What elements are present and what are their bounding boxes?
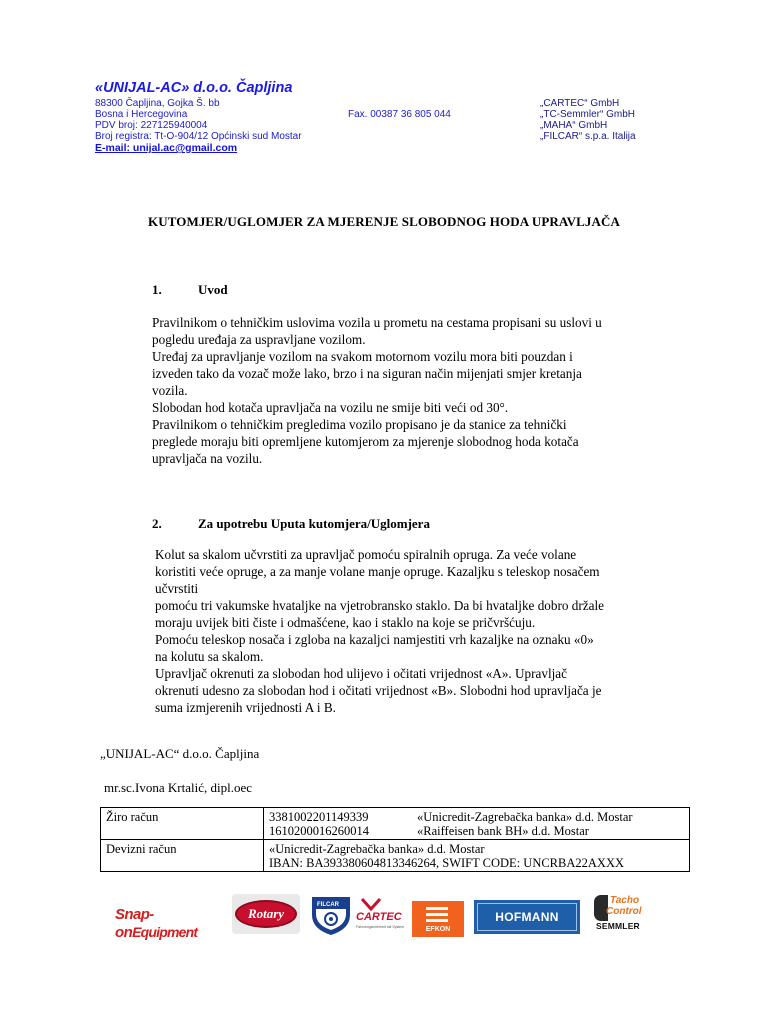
paragraph-line: moraju uvijek biti čiste i odmašćene, kao i staklo na koje se pričvršćuju. xyxy=(155,615,536,630)
paragraph-line: Uređaj za upravljanje vozilom na svakom motornom vozilu mora biti pouzdan i xyxy=(152,349,573,364)
logo-text: Rotary xyxy=(247,906,285,921)
paragraph-line: Upravljač okrenuti za slobodan hod ulijevo i očitati vrijednost «A». Upravljač xyxy=(155,666,567,681)
table-cell-value xyxy=(264,840,690,872)
paragraph-line: Pravilnikom o tehničkim pregledima vozilo propisano je da stanice za tehnički xyxy=(152,417,567,432)
bank-name: «Unicredit-Zagrebačka banka» d.d. Mostar xyxy=(417,810,633,824)
paragraph-line: izveden tako da vozač može lako, brzo i na siguran način mijenjati smjer kretanja xyxy=(152,366,582,381)
rotary-logo xyxy=(232,894,300,934)
address-line: Bosna i Hercegovina xyxy=(95,109,188,120)
logo-text: Control xyxy=(606,906,642,917)
filcar-emblem-icon xyxy=(308,893,354,937)
paragraph-line: suma izmjerenih vrijednosti A i B. xyxy=(155,700,336,715)
logo-text: Snap-on xyxy=(115,906,154,941)
address-line: 88300 Čapljina, Gojka Š. bb xyxy=(95,98,220,109)
company-name: «UNIJAL-AC» d.o.o. Čapljina xyxy=(95,80,293,96)
table-row xyxy=(101,840,690,872)
section-title: Uvod xyxy=(198,282,228,297)
paragraph-line: upravljača na vozilu. xyxy=(152,451,263,466)
logo-tagline: Fahrzeugsicherheit mit System xyxy=(356,925,405,929)
cartec-logo xyxy=(356,897,406,937)
logo-text: Equipment xyxy=(132,924,198,940)
snap-on-equipment-logo xyxy=(115,906,227,941)
cartec-mark-icon xyxy=(360,897,382,911)
bank-line: IBAN: BA393380604813346264, SWIFT CODE: UNCRBA22AXXX xyxy=(269,856,624,870)
paragraph-line: pogledu uređaja za uspravljane vozilom. xyxy=(152,332,366,347)
signature-person: mr.sc.Ivona Krtalić, dipl.oec xyxy=(104,780,253,795)
logo-text: EFKON xyxy=(425,926,451,933)
paragraph-line: okrenuti udesno za slobodan hod i očitati vrijednost «B». Slobodni hod upravljača je xyxy=(155,683,602,698)
paragraph-line: preglede moraju biti opremljene kutomjerom za mjerenje slobodnog hoda kotača xyxy=(152,434,579,449)
section-body xyxy=(152,314,602,467)
hofmann-logo xyxy=(474,900,580,934)
paragraph-line: Pravilnikom o tehničkim uslovima vozila u prometu na cestama propisani su uslovi u xyxy=(152,315,602,330)
partner-item: „MAHA“ GmbH xyxy=(540,120,608,131)
partner-item: „CARTEC“ GmbH xyxy=(540,98,620,109)
paragraph-line: vozila. xyxy=(152,383,188,398)
bank-line: «Unicredit-Zagrebačka banka» d.d. Mostar xyxy=(269,842,485,856)
section-number: 2. xyxy=(152,516,162,531)
logo-text: FILCAR xyxy=(317,902,339,908)
paragraph-line: Pomoću teleskop nosača i zgloba na kazaljci namjestiti vrh kazaljke na oznaku «0» xyxy=(155,632,594,647)
logo-text: CARTEC xyxy=(356,911,402,923)
efkon-logo xyxy=(412,901,464,937)
logo-text: HOFMANN xyxy=(495,910,559,924)
table-row xyxy=(101,808,690,840)
partner-list xyxy=(540,98,636,142)
partner-item: „FILCAR“ s.p.a. Italija xyxy=(540,131,636,142)
paragraph-line: Slobodan hod kotača upravljača na vozilu ne smije biti veći od 30°. xyxy=(152,400,509,415)
bank-name: «Raiffeisen bank BH» d.d. Mostar xyxy=(417,824,589,838)
signature-company: „UNIJAL-AC“ d.o.o. Čapljina xyxy=(100,746,260,761)
paragraph-line: koristiti veće opruge, a za manje volane manje opruge. Kazaljku s teleskop nosačem xyxy=(155,564,600,579)
table-cell-label: Devizni račun xyxy=(101,840,264,872)
paragraph-line: učvrstiti xyxy=(155,581,199,596)
logo-text: SEMMLER xyxy=(596,921,640,931)
paragraph-line: na kolutu sa skalom. xyxy=(155,649,264,664)
account-number: 3381002201149339 xyxy=(269,810,369,824)
paragraph-line: Kolut sa skalom učvrstiti za upravljač pomoću spiralnih opruga. Za veće volane xyxy=(155,547,577,562)
email-link[interactable]: E-mail: unijal.ac@gmail.com xyxy=(95,142,238,154)
address-line: PDV broj: 227125940004 xyxy=(95,120,208,131)
table-cell-value xyxy=(264,808,690,840)
account-number: 1610200016260014 xyxy=(269,824,369,838)
document-title: KUTOMJER/UGLOMJER ZA MJERENJE SLOBODNOG HODA UPRAVLJAČA xyxy=(148,214,620,229)
address-line: Broj registra: Tt-O-904/12 Općinski sud Mostar xyxy=(95,131,302,142)
partner-item: „TC-Semmler“ GmbH xyxy=(540,109,635,120)
paragraph-line: pomoću tri vakumske hvataljke na vjetrobransko staklo. Da bi hvataljke dobro držale xyxy=(155,598,604,613)
filcar-logo xyxy=(308,893,354,937)
section-title: Za upotrebu Uputa kutomjera/Uglomjera xyxy=(198,516,430,531)
bank-account-table xyxy=(100,807,690,872)
fax-number: Fax. 00387 36 805 044 xyxy=(348,109,451,120)
address-block xyxy=(95,98,302,142)
table-cell-label: Žiro račun xyxy=(101,808,264,840)
logo-text: Tacho xyxy=(610,895,640,906)
section-body xyxy=(155,546,604,716)
section-number: 1. xyxy=(152,282,162,297)
tacho-control-semmler-logo xyxy=(594,895,656,937)
